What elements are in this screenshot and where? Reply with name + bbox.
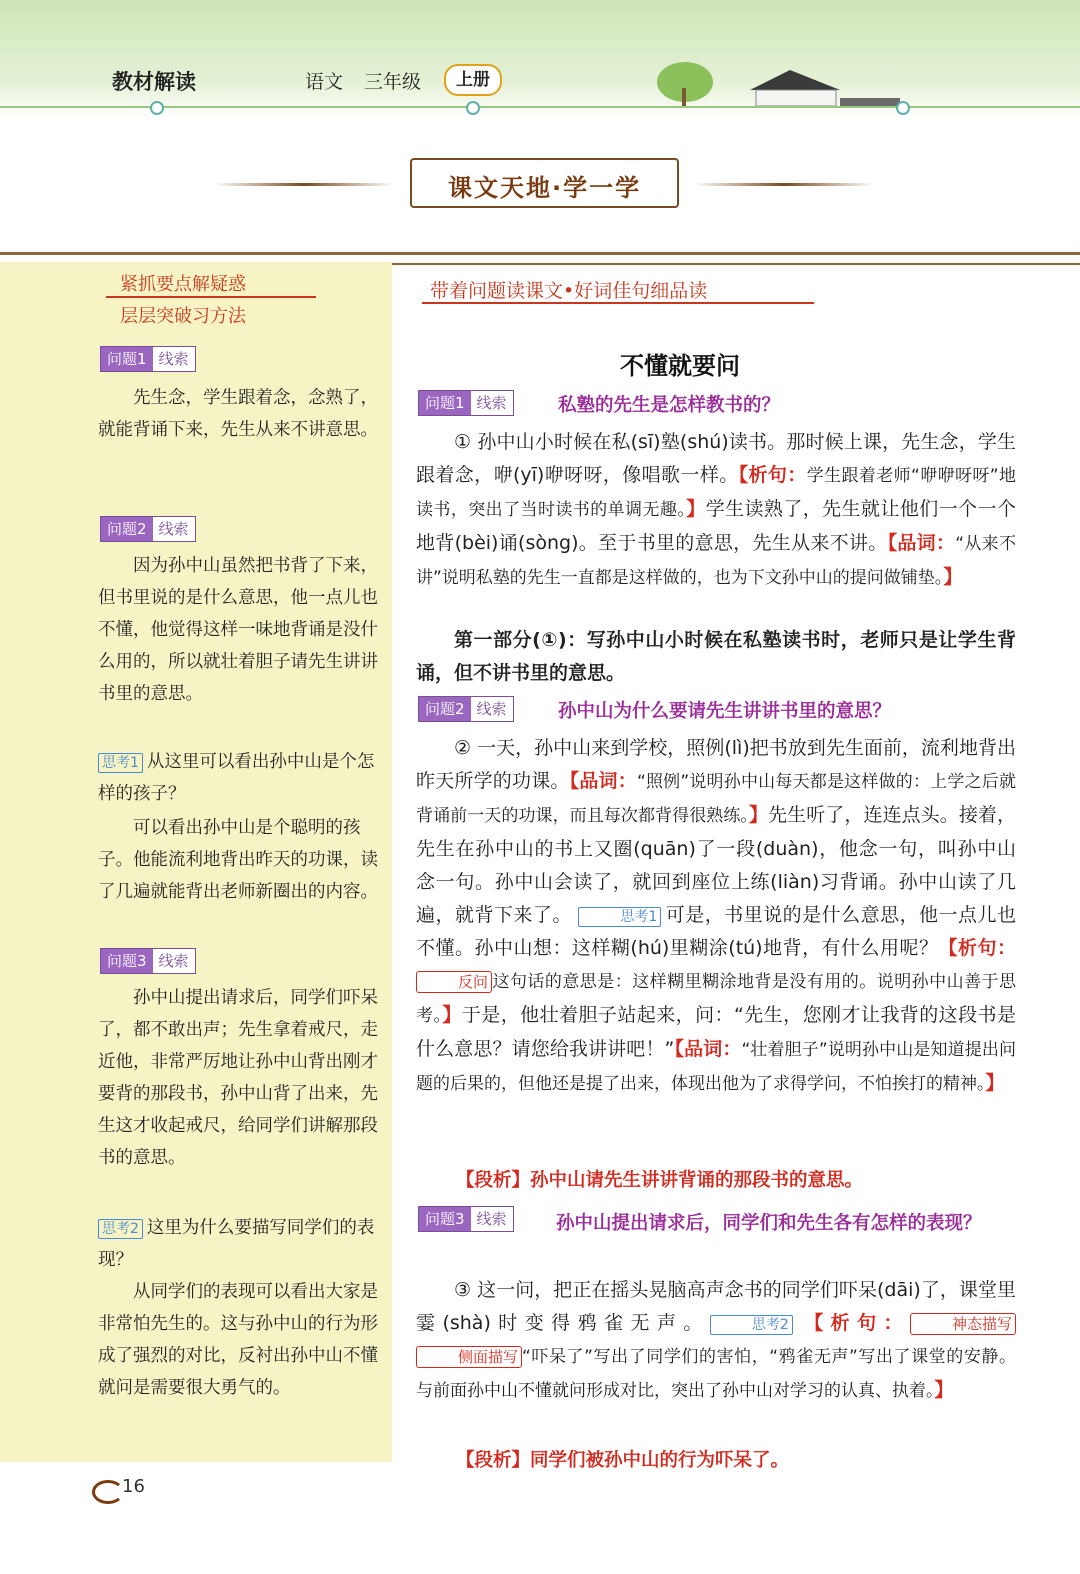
house-tree-illustration	[640, 60, 900, 106]
text: 先生听了，连连点头。接着，先生在孙中山的书上又圈(quān)了一段(duàn)，他念一句，叫孙中山念一句。孙中山会读了，就回到座位上练(liàn)习背诵。孙中山读了几遍，就背下来了。	[416, 804, 1016, 926]
tag-label: 线索	[158, 350, 189, 368]
note-close: 】	[749, 804, 769, 826]
text: ① 孙中山小时候在私(sī)塾(shú)读书。那时候上课，先生念，学生跟着念，咿(yī)咿呀呀，像唱歌一样。	[416, 431, 1016, 486]
question-tag-1	[100, 346, 196, 372]
note-label: 【品词：	[887, 532, 956, 554]
paragraph-2	[416, 732, 1016, 1101]
answer-2: 因为孙中山虽然把书背了下来，但书里说的是什么意思，他一点儿也不懂，他觉得这样一味地背诵是没什么用的，所以就壮着胆子请先生讲讲书里的意思。	[98, 556, 378, 704]
note: 这句话的意思是：这样糊里糊涂地背是没有用的。说明孙中山善于思考。	[416, 972, 1016, 1026]
seg-text: 同学们被孙中山的行为吓呆了。	[530, 1450, 790, 1471]
think-answer-2: 从同学们的表现可以看出大家是非常怕先生的。这与孙中山的行为形成了强烈的对比，反衬出孙中山不懂就问是需要很大勇气的。	[98, 1282, 378, 1398]
seg-label: 【段析】	[456, 1170, 531, 1191]
question-tag-3	[100, 948, 196, 974]
tag-number: 问题3	[101, 949, 153, 973]
question-2: 孙中山为什么要请先生讲讲书里的意思？	[558, 701, 892, 722]
note: “吓呆了”写出了同学们的害怕，“鸦雀无声”写出了课堂的安静。与前面孙中山不懂就问形成对比，突出了孙中山对学习的认真、执着。	[416, 1347, 1016, 1401]
text: ② 一天，孙中山来到学校，照例(lì)把书放到先生面前，流利地背出昨天所学的功课。	[416, 737, 1016, 792]
tag-label: 线索	[158, 952, 189, 970]
section-banner	[200, 158, 880, 208]
reading-heading: 带着问题读课文•好词佳句细品读	[430, 280, 708, 302]
part-summary: 第一部分(①)：写孙中山小时候在私塾读书时，老师只是让学生背诵，但不讲书里的意思。	[416, 629, 1016, 684]
banner-rule-left	[214, 183, 394, 186]
note-label: 【品词：	[569, 770, 637, 792]
note-close: 】	[442, 1004, 462, 1026]
note-close: 】	[985, 1072, 1005, 1094]
think-tag: 思考1	[98, 753, 143, 773]
note-label: 【析句：	[738, 464, 807, 486]
description-tag: 侧面描写	[416, 1346, 522, 1368]
tag-number: 问题1	[419, 391, 471, 415]
think-tag: 思考2	[98, 1219, 143, 1239]
note: “从来不讲”说明私塾的先生一直都是这样做的，也为下文孙中山的提问做铺垫。	[416, 534, 1016, 588]
think-question-text: 从这里可以看出孙中山是个怎样的孩子？	[98, 752, 375, 804]
note-close: 】	[934, 1379, 954, 1401]
answer-3: 孙中山提出请求后，同学们吓呆了，都不敢出声；先生拿着戒尺，走近他，非常严厉地让孙中山背出刚才要背的那段书，孙中山背了出来，先生这才收起戒尺，给同学们讲解那段书的意思。	[98, 988, 378, 1168]
tag-label: 线索	[476, 700, 507, 718]
seg-label: 【段析】	[456, 1450, 531, 1471]
paragraph-3	[416, 1274, 1016, 1408]
sidebar-heading-2: 层层突破习方法	[120, 306, 246, 327]
think-answer-1: 可以看出孙中山是个聪明的孩子。他能流利地背出昨天的功课，读了几遍就能背出老师新圈出的内容。	[98, 818, 378, 902]
reading-heading-underline	[422, 302, 814, 304]
article-title: 不懂就要问	[620, 352, 740, 380]
tag-label: 线索	[158, 520, 189, 538]
text: 可是，书里说的是什么意思，他一点儿也不懂。孙中山想：这样糊(hú)里糊涂(tú)地背，有什么用呢？	[416, 904, 1016, 959]
question-tag-1	[418, 390, 514, 416]
think-question-text: 这里为什么要描写同学们的表现？	[98, 1218, 375, 1270]
text: ③ 这一问，把正在摇头晃脑高声念书的同学们吓呆(dāi)了，课堂里霎(shà)时变得鸦雀无声。	[416, 1279, 1016, 1334]
tag-number: 问题1	[101, 347, 153, 371]
section-label: 教材解读	[112, 70, 196, 94]
note: “壮着胆子”说明孙中山是知道提出问题的后果的，但他还是提了出来，体现出他为了求得学问，不怕挨打的精神。	[416, 1040, 1016, 1094]
grade-label: 三年级	[364, 71, 422, 93]
note-label: 【析句：	[938, 937, 1016, 959]
tag-label: 线索	[476, 394, 507, 412]
rule-dot	[466, 101, 480, 115]
paragraph-1	[416, 426, 1016, 595]
segment-analysis-2	[456, 1446, 789, 1472]
tag-number: 问题3	[419, 1207, 471, 1231]
note: 学生跟着老师“咿咿呀呀”地读书，突出了当时读书的单调无趣。	[416, 466, 1016, 520]
tag-number: 问题2	[101, 517, 153, 541]
think-question-1	[98, 746, 388, 810]
rhetoric-tag: 反问	[416, 971, 492, 993]
text: 学生读熟了，先生就让他们一个一个地背(bèi)诵(sòng)。至于书里的意思，先生从来不讲。	[416, 498, 1016, 554]
question-1: 私塾的先生是怎样教书的？	[558, 395, 781, 416]
note-close: 】	[943, 566, 963, 588]
sidebar-heading-underline	[106, 296, 316, 298]
banner-rule-right	[694, 183, 874, 186]
description-tag: 神态描写	[910, 1313, 1016, 1335]
seg-text: 孙中山请先生讲讲背诵的那段书的意思。	[530, 1170, 864, 1191]
page-number: 16	[122, 1476, 145, 1497]
segment-analysis-1	[456, 1166, 863, 1192]
answer-1: 先生念，学生跟着念，念熟了，就能背诵下来，先生从来不讲意思。	[98, 388, 378, 440]
think-question-2	[98, 1212, 388, 1276]
subject-label: 语文	[305, 71, 344, 93]
rule-dot	[150, 101, 164, 115]
tag-number: 问题2	[419, 697, 471, 721]
tag-label: 线索	[476, 1210, 507, 1228]
text: 于是，他壮着胆子站起来，问：“先生，您刚才让我背的这段书是什么意思？请您给我讲讲吧！”	[416, 1004, 1016, 1060]
volume-badge: 上册	[444, 64, 502, 96]
sidebar-heading-1: 紧抓要点解疑惑	[120, 274, 246, 295]
question-tag-2	[418, 696, 514, 722]
note-label: 【析句：	[796, 1312, 910, 1334]
think-tag: 思考1	[578, 907, 661, 927]
note-close: 】	[686, 498, 706, 520]
page-header	[0, 0, 1080, 118]
think-tag: 思考2	[710, 1315, 793, 1335]
question-tag-2	[100, 516, 196, 542]
note-label: 【品词：	[674, 1038, 742, 1060]
banner-title: 课文天地·学一学	[448, 174, 642, 202]
rule-dot	[896, 101, 910, 115]
note: “照例”说明孙中山每天都是这样做的：上学之后就背诵前一天的功课，而且每次都背得很熟练。	[416, 772, 1016, 826]
swirl-icon	[92, 1480, 124, 1504]
question-3: 孙中山提出请求后，同学们和先生各有怎样的表现？	[556, 1213, 982, 1234]
